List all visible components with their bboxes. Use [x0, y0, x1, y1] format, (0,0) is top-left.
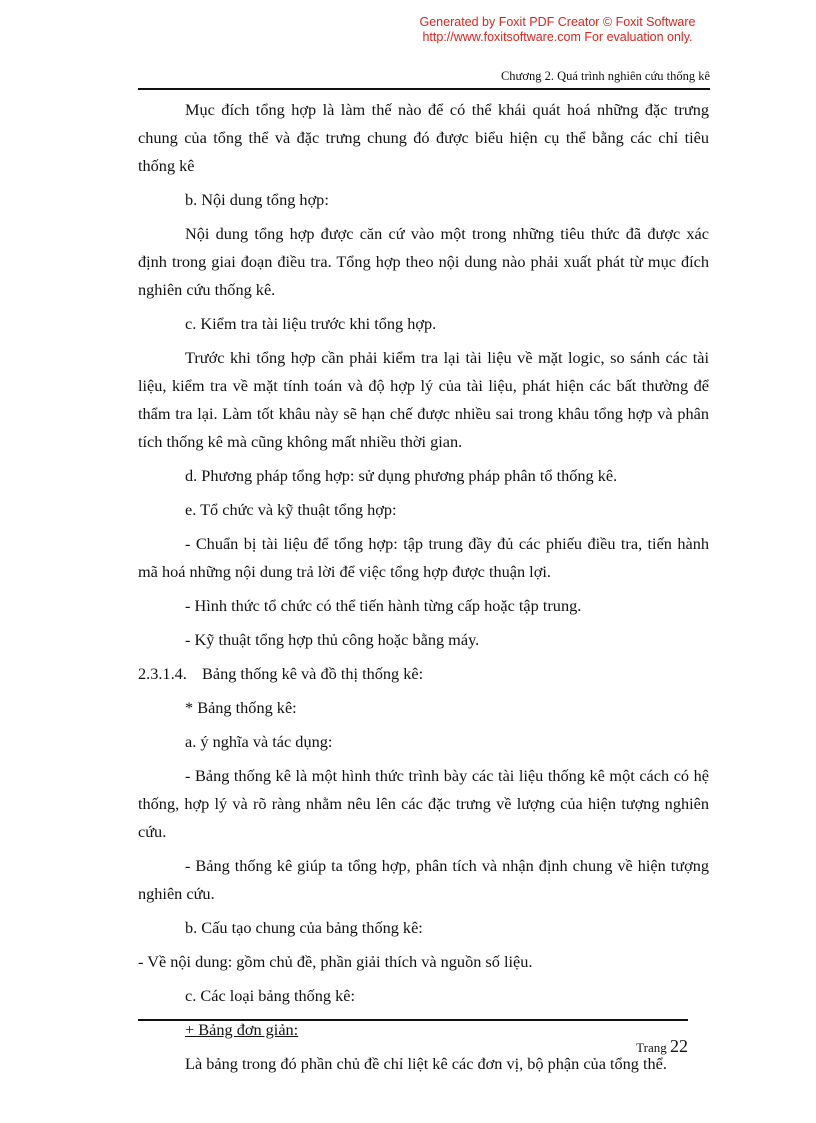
subheading-content: b. Nội dung tổng hợp:: [185, 190, 329, 209]
foxit-watermark: [380, 15, 735, 45]
footer-rule: [138, 1019, 688, 1021]
bullet-table-definition: - Bảng thống kê là một hình thức trình bày các tài liệu thống kê một cách có hệ thống, hợp lý và rõ ràng nhằm nêu lên các đặc trưng về lượng của hiện tượng nghiên cứu.: [138, 766, 709, 841]
subheading-structure: b. Cấu tạo chung của bảng thống kê:: [185, 918, 423, 937]
page-footer: [636, 1036, 688, 1057]
bullet-technique: - Kỹ thuật tổng hợp thủ công hoặc bằng máy.: [185, 630, 480, 649]
header-rule: [138, 88, 710, 90]
bullet-prepare: - Chuẩn bị tài liệu để tổng hợp: tập trung đầy đủ các phiếu điều tra, tiến hành mã hoá những nội dung trả lời để việc tổng hợp được thuận lợi.: [138, 534, 709, 581]
section-title: Bảng thống kê và đồ thị thống kê:: [202, 664, 424, 683]
page-body: [138, 96, 709, 1078]
paragraph-purpose: Mục đích tổng hợp là làm thế nào để có thể khái quát hoá những đặc trưng chung của tổng thể và đặc trưng chung đó được biểu hiện cụ thể bằng các chỉ tiêu thống kê: [138, 100, 709, 175]
subheading-check: c. Kiểm tra tài liệu trước khi tổng hợp.: [185, 314, 437, 333]
watermark-line-2: http://www.foxitsoftware.com For evaluation only.: [422, 30, 693, 44]
paragraph-simple-table: Là bảng trong đó phần chủ đề chỉ liệt kê các đơn vị, bộ phận của tổng thể.: [185, 1054, 667, 1073]
subheading-method: d. Phương pháp tổng hợp: sử dụng phương pháp phân tổ thống kê.: [185, 466, 618, 485]
watermark-line-1: Generated by Foxit PDF Creator © Foxit Software: [419, 15, 696, 29]
simple-table-label: + Bảng đơn giản:: [185, 1020, 299, 1039]
subheading-types: c. Các loại bảng thống kê:: [185, 986, 355, 1005]
paragraph-check: Trước khi tổng hợp cần phải kiểm tra lại tài liệu về mặt logic, so sánh các tài liệu, kiểm tra về mặt tính toán và độ hợp lý của tài liệu, phát hiện các bất thường để thẩm tra lại. Làm tốt khâu này sẽ hạn chế được nhiều sai trong khâu tổng hợp và phân tích thống kê mà cũng không mất nhiều thời gian.: [138, 348, 709, 451]
bullet-form: - Hình thức tổ chức có thể tiến hành từng cấp hoặc tập trung.: [185, 596, 582, 615]
bullet-table-purpose: - Bảng thống kê giúp ta tổng hợp, phân tích và nhận định chung về hiện tượng nghiên cứu.: [138, 856, 709, 903]
subheading-organization: e. Tổ chức và kỹ thuật tổng hợp:: [185, 500, 397, 519]
chapter-header: Chương 2. Quá trình nghiên cứu thống kê: [500, 69, 710, 83]
section-number: 2.3.1.4.: [138, 664, 187, 683]
page-number: 22: [670, 1036, 688, 1056]
paragraph-content: Nội dung tổng hợp được căn cứ vào một trong những tiêu thức đã được xác định trong giai đoạn điều tra. Tổng hợp theo nội dung nào phải xuất phát từ mục đích nghiên cứu thống kê.: [138, 224, 709, 299]
page-label: Trang: [636, 1040, 667, 1055]
section-heading: [138, 660, 709, 688]
bullet-structure-content: - Về nội dung: gồm chủ đề, phần giải thích và nguồn số liệu.: [138, 952, 533, 971]
subheading-meaning: a. ý nghĩa và tác dụng:: [185, 732, 333, 751]
subheading-table: * Bảng thống kê:: [185, 698, 297, 717]
